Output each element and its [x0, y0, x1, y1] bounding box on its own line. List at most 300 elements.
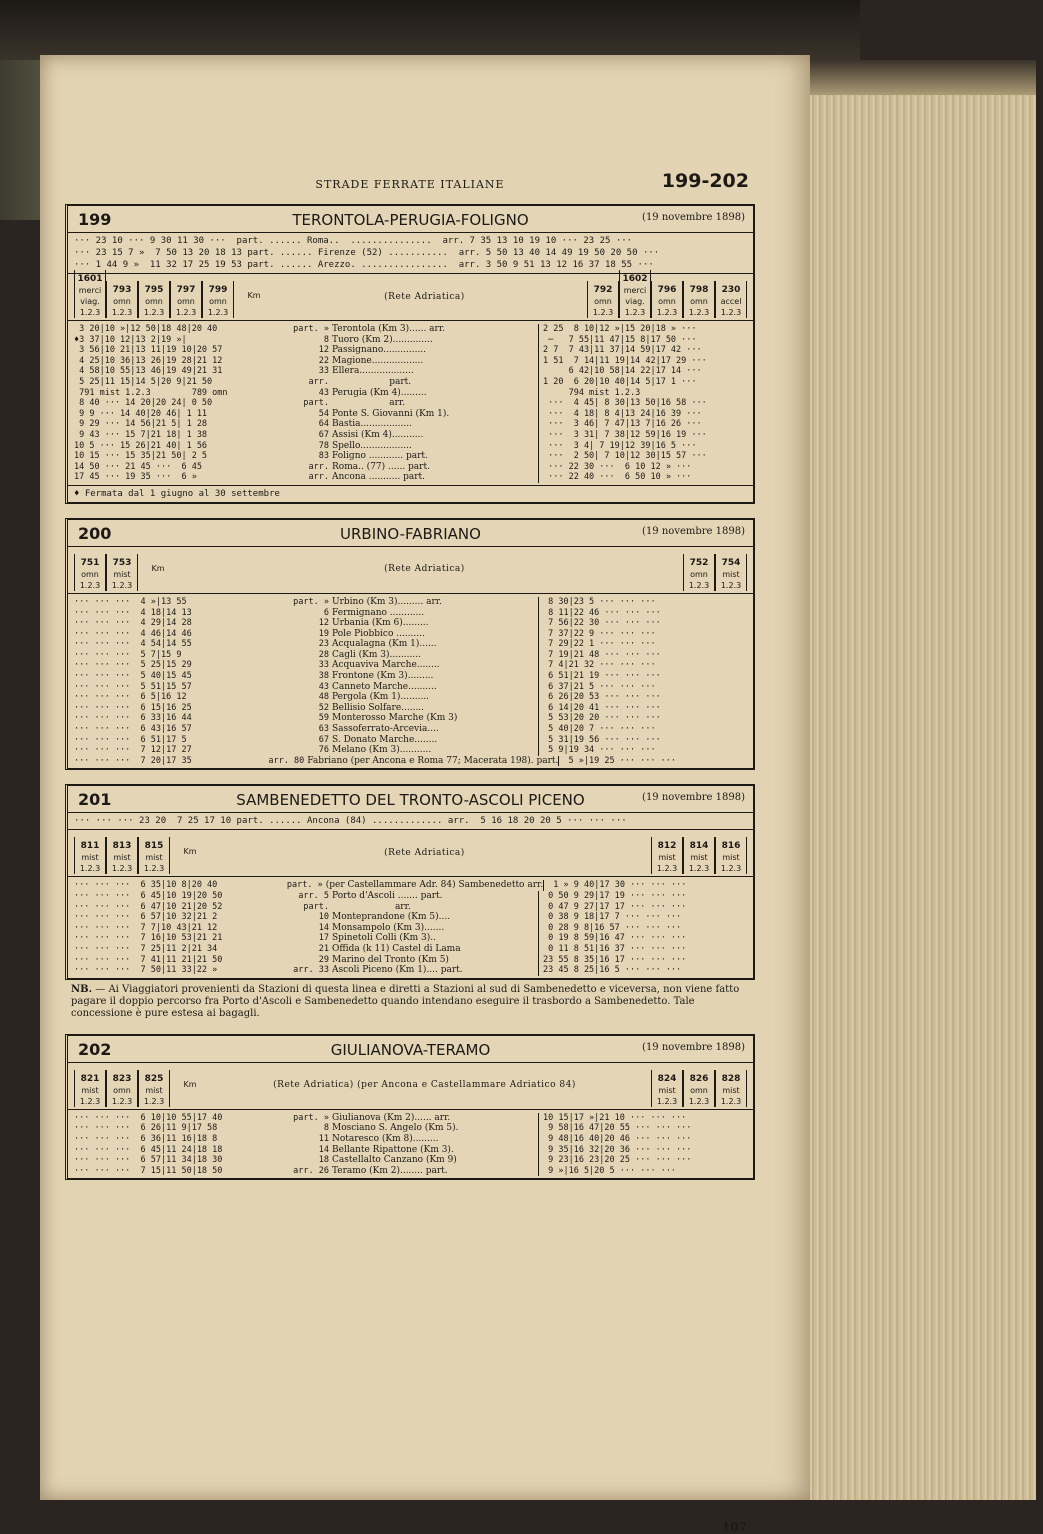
station-rows: [68, 1110, 753, 1179]
station-row: [68, 944, 753, 955]
outbound-times: ··· ··· ··· 4 29|14 28: [74, 618, 192, 629]
return-times: 9 23|16 23|20 25 ··· ··· ···: [538, 1155, 753, 1166]
distance-header: Km: [183, 1079, 197, 1089]
distance: arr.: [308, 376, 329, 387]
train-column: [74, 270, 106, 318]
return-times: 6 14|20 41 ··· ··· ···: [538, 703, 753, 714]
return-times: 8 11|22 46 ··· ··· ···: [538, 608, 753, 619]
section-202: [65, 1034, 755, 1181]
network-label: (Rete Adriatica): [384, 291, 465, 302]
train-column: [170, 281, 202, 318]
train-class: mist 1.2.3: [79, 1085, 101, 1106]
station-row: [68, 388, 753, 399]
distance: 78: [318, 440, 329, 451]
return-times: 9 58|16 47|20 55 ··· ··· ···: [538, 1123, 753, 1134]
train-class: mist 1.2.3: [656, 853, 678, 874]
train-number: 798: [689, 285, 709, 295]
train-column: [202, 281, 234, 318]
station-row: [68, 880, 753, 891]
distance: 43: [318, 387, 329, 398]
station-name: Notaresco (Km 8).........: [332, 1133, 439, 1144]
station-row: [68, 451, 753, 462]
train-class: mist 1.2.3: [720, 1085, 742, 1106]
train-number: 815: [144, 841, 164, 852]
train-class: merci viag. 1.2.3: [78, 286, 102, 317]
side-note: ♦ Fermata dal 1 giugno al 30 settembre: [68, 485, 753, 502]
outbound-times: ··· ··· ··· 6 15|16 25: [74, 702, 192, 713]
distance: 6: [323, 607, 329, 618]
distance: 18: [318, 1155, 329, 1166]
station-row: [68, 735, 753, 746]
outbound-times: ··· ··· ··· 7 25|11 2|21 34: [74, 943, 218, 954]
station-name: Assisi (Km 4)...........: [332, 429, 424, 440]
distance: arr. 33: [293, 965, 329, 976]
outbound-times: ··· ··· ··· 7 12|17 27: [74, 745, 192, 756]
distance: 38: [318, 671, 329, 682]
station-name: Terontola (Km 3)...... arr.: [332, 324, 446, 334]
train-column: [683, 554, 715, 591]
distance: part. »: [293, 596, 329, 607]
train-number: 828: [721, 1073, 741, 1084]
outbound-times: 3 20|10 »|12 50|18 48|20 40: [74, 324, 218, 334]
connection-rows: ··· 23 10 ··· 9 30 11 30 ··· part. ...... Roma.. ............... arr. 7 35 13 10 19 10 ··· 23 25 ··· ··· 23 15 7 » 7 50 13 20 18 13 part. ...... Firenze (52) ........... arr. 5 50 13 40 14 49 19 50 20 50 ··· ··· 1 44 9 » 11 32 17 25 19 53 part. ...... Arezzo. ................ arr. 3 50 9 51 13 12 16 37 18 55 ···: [68, 233, 753, 274]
return-times: 5 »|19 25 ··· ··· ···: [558, 756, 753, 767]
outbound-times: ··· ··· ··· 6 26|11 9|17 58: [74, 1123, 218, 1134]
return-times: ··· 2 50| 7 10|12 30|15 57 ···: [538, 451, 753, 462]
train-class: mist 1.2.3: [79, 853, 101, 874]
return-times: 9 35|16 32|20 36 ··· ··· ···: [538, 1145, 753, 1156]
return-times: 0 28 9 8|16 57 ··· ··· ···: [538, 923, 753, 934]
station-row: [68, 912, 753, 923]
station-name: arr.: [332, 398, 406, 409]
distance-header: Km: [247, 291, 261, 300]
return-times: 5 53|20 20 ··· ··· ···: [538, 713, 753, 724]
station-name: Acqualagna (Km 1)......: [332, 639, 437, 650]
right-trains: [677, 547, 753, 593]
station-row: [68, 713, 753, 724]
train-class: omn 1.2.3: [143, 297, 165, 317]
station-name: Canneto Marche..........: [332, 681, 437, 692]
network-label: (Rete Adriatica) (per Ancona e Castellammare Adriatico 84): [273, 1080, 576, 1091]
station-row: [68, 597, 753, 608]
return-times: 5 31|19 56 ··· ··· ···: [538, 735, 753, 746]
return-times: ··· 22 30 ··· 6 10 12 » ···: [538, 462, 753, 473]
section-title-bar: [68, 206, 753, 233]
train-class: omn 1.2.3: [688, 569, 710, 590]
train-number: 813: [112, 841, 132, 852]
outbound-times: ··· ··· ··· 7 16|10 53|21 21: [74, 933, 223, 944]
station-name: Pergola (Km 1)..........: [332, 692, 430, 703]
train-number: 812: [657, 841, 677, 852]
outbound-times: 14 50 ··· 21 45 ··· 6 45: [74, 461, 202, 472]
outbound-times: ··· ··· ··· 7 50|11 33|22 »: [74, 965, 218, 976]
outbound-times: ··· ··· ··· 7 20|17 35: [74, 755, 192, 766]
train-class: omn 1.2.3: [175, 297, 197, 317]
train-class: mist 1.2.3: [111, 853, 133, 874]
station-row: [68, 682, 753, 693]
station-row: [68, 618, 753, 629]
station-rows: [68, 877, 753, 977]
outbound-times: 10 15 ··· 15 35|21 50| 2 5: [74, 451, 208, 462]
station-row: [68, 1134, 753, 1145]
section-title-bar: [68, 1036, 753, 1063]
station-name: Bellisio Solfare........: [332, 702, 425, 713]
outbound-times: ··· ··· ··· 6 47|10 21|20 52: [74, 901, 223, 912]
distance: 63: [318, 724, 329, 735]
distance: arr.: [308, 461, 329, 472]
train-column: [587, 281, 619, 318]
distance: 8: [323, 334, 329, 345]
station-row: [68, 933, 753, 944]
distance: 14: [318, 1144, 329, 1155]
station-name: Frontone (Km 3).........: [332, 671, 434, 682]
outbound-times: ♦3 37|10 12|13 2|19 »|: [74, 334, 187, 345]
section-date: (19 novembre 1898): [642, 212, 745, 223]
train-column: [715, 554, 747, 591]
train-class: mist 1.2.3: [720, 853, 742, 874]
train-column: [106, 837, 138, 874]
station-row: [68, 430, 753, 441]
distance: 64: [318, 419, 329, 430]
station-name: Marino del Tronto (Km 5): [332, 954, 449, 965]
station-rows: [68, 321, 753, 485]
station-name: Bellante Ripattone (Km 3).: [332, 1144, 454, 1155]
train-class: accel 1.2.3: [720, 297, 742, 317]
train-class: mist 1.2.3: [688, 853, 710, 874]
nota-bene: [65, 984, 755, 1020]
train-column: [74, 837, 106, 874]
outbound-times: ··· ··· ··· 4 18|14 13: [74, 607, 192, 618]
return-times: 0 19 8 59|16 47 ··· ··· ···: [538, 933, 753, 944]
train-class: omn 1.2.3: [111, 297, 133, 317]
station-row: [68, 724, 753, 735]
distance: 8: [323, 1123, 329, 1134]
distance: 10: [318, 912, 329, 923]
section-title: TERONTOLA-PERUGIA-FOLIGNO: [292, 211, 529, 229]
section-title: SAMBENEDETTO DEL TRONTO-ASCOLI PICENO: [236, 791, 585, 810]
outbound-times: ··· ··· ··· 4 46|14 46: [74, 628, 192, 639]
section-date: (19 novembre 1898): [642, 1041, 745, 1053]
train-number: 797: [176, 285, 196, 295]
right-trains: [581, 274, 753, 320]
station-row: [68, 472, 753, 483]
outbound-times: ··· ··· ··· 5 40|15 45: [74, 671, 192, 682]
train-class: mist 1.2.3: [656, 1085, 678, 1106]
outbound-times: 791 mist 1.2.3 789 omn: [74, 387, 228, 398]
train-column: [106, 1070, 138, 1107]
station-row: [68, 902, 753, 913]
train-number: 816: [721, 841, 741, 852]
station-row: [68, 629, 753, 640]
return-times: 7 4|21 32 ··· ··· ···: [538, 660, 753, 671]
return-times: 8 30|23 5 ··· ··· ···: [538, 597, 753, 608]
network-label: (Rete Adriatica): [384, 564, 465, 575]
train-number: 753: [112, 557, 132, 568]
station-row: [68, 923, 753, 934]
station-name: Giulianova (Km 2)...... arr.: [332, 1112, 451, 1123]
train-column: [683, 1070, 715, 1107]
station-name: Monsampolo (Km 3).......: [332, 922, 445, 933]
outbound-times: ··· ··· ··· 6 36|11 16|18 8: [74, 1133, 218, 1144]
train-column: [683, 837, 715, 874]
train-column: [651, 837, 683, 874]
train-number: 792: [593, 285, 613, 295]
right-trains: [645, 1063, 753, 1109]
station-row: [68, 366, 753, 377]
train-number: 824: [657, 1073, 677, 1084]
station-name: Acquaviva Marche........: [332, 660, 440, 671]
train-column: [74, 1070, 106, 1107]
return-times: 9 48|16 40|20 46 ··· ··· ···: [538, 1134, 753, 1145]
train-header: [68, 1063, 753, 1110]
train-number: 811: [80, 841, 100, 852]
left-trains: [68, 1063, 176, 1109]
distance-header: Km: [183, 847, 197, 857]
return-times: 0 47 9 27|17 17 ··· ··· ···: [538, 902, 753, 913]
distance: 21: [318, 943, 329, 954]
distance: 11: [318, 1133, 329, 1144]
distance: 19: [318, 628, 329, 639]
right-trains: [645, 830, 753, 876]
train-column: [138, 1070, 170, 1107]
section-number: 200: [78, 523, 112, 543]
return-times: 7 37|22 9 ··· ··· ···: [538, 629, 753, 640]
station-row: [68, 1123, 753, 1134]
distance: arr. 26: [293, 1165, 329, 1176]
train-class: mist 1.2.3: [143, 853, 165, 874]
station-name: Urbania (Km 6).........: [332, 618, 429, 629]
station-row: [68, 1155, 753, 1166]
station-rows: [68, 594, 753, 769]
station-name: Fabriano (per Ancona e Roma 77; Macerata 198). part.: [307, 755, 559, 766]
station-name: Offida (k 11) Castel di Lama: [332, 943, 461, 954]
section-title: GIULIANOVA-TERAMO: [330, 1040, 491, 1059]
train-class: mist 1.2.3: [143, 1085, 165, 1106]
distance: arr. 80: [268, 755, 305, 766]
section-title-bar: [68, 786, 753, 813]
outbound-times: ··· ··· ··· 6 57|11 34|18 30: [74, 1155, 223, 1166]
train-class: omn 1.2.3: [688, 297, 710, 317]
return-times: ··· 4 45| 8 30|13 50|16 58 ···: [538, 398, 753, 409]
return-times: 7 29|22 1 ··· ··· ···: [538, 639, 753, 650]
section-date: (19 novembre 1898): [642, 792, 745, 804]
section-201: [65, 784, 755, 979]
station-name: Roma.. (77) ...... part.: [332, 461, 430, 472]
train-class: omn 1.2.3: [79, 569, 101, 590]
station-name: Monterosso Marche (Km 3): [332, 713, 458, 724]
train-column: [74, 554, 106, 591]
station-name: Spinetoli Colli (Km 3)..: [332, 933, 436, 944]
station-row: [68, 671, 753, 682]
distance: part. »: [293, 324, 329, 334]
outbound-times: ··· ··· ··· 5 25|15 29: [74, 660, 192, 671]
return-times: 23 45 8 25|16 5 ··· ··· ···: [538, 965, 753, 976]
outbound-times: ··· ··· ··· 7 7|10 43|21 12: [74, 922, 218, 933]
station-name: Castellalto Canzano (Km 9): [332, 1155, 457, 1166]
distance: 48: [318, 692, 329, 703]
train-number: 795: [144, 285, 164, 295]
outbound-times: 9 29 ··· 14 56|21 5| 1 28: [74, 419, 208, 430]
return-times: 10 15|17 »|21 10 ··· ··· ···: [538, 1113, 753, 1124]
return-times: 5 40|20 7 ··· ··· ···: [538, 724, 753, 735]
distance: 12: [318, 345, 329, 356]
station-row: [68, 345, 753, 356]
station-name: Perugia (Km 4).........: [332, 387, 427, 398]
book-top-edge: [0, 0, 860, 60]
station-name: Ponte S. Giovanni (Km 1).: [332, 408, 450, 419]
station-row: [68, 639, 753, 650]
distance: 67: [318, 734, 329, 745]
network-label: (Rete Adriatica): [384, 847, 465, 858]
train-column: [106, 554, 138, 591]
distance: 33: [318, 660, 329, 671]
train-class: omn 1.2.3: [592, 297, 614, 317]
station-name: S. Donato Marche........: [332, 734, 438, 745]
station-row: [68, 335, 753, 346]
train-number: 1601: [77, 274, 103, 284]
station-name: Pole Piobbico ..........: [332, 628, 425, 639]
timetable-sheet: [65, 170, 755, 1534]
distance: 83: [318, 451, 329, 462]
return-times: 6 42|10 58|14 22|17 14 ···: [538, 366, 753, 377]
page-number: 107: [721, 1520, 747, 1534]
return-times: 1 20 6 20|10 40|14 5|17 1 ···: [538, 377, 753, 388]
return-times: 7 56|22 30 ··· ··· ···: [538, 618, 753, 629]
station-name: Ancona ........... part.: [332, 472, 426, 483]
distance: 12: [318, 618, 329, 629]
section-number: 201: [78, 790, 112, 810]
distance: part.: [303, 398, 329, 409]
train-class: omn 1.2.3: [688, 1085, 710, 1106]
distance: part.: [303, 901, 329, 912]
outbound-times: ··· ··· ··· 7 41|11 21|21 50: [74, 954, 223, 965]
return-times: 6 37|21 5 ··· ··· ···: [538, 682, 753, 693]
station-row: [68, 756, 753, 767]
return-times: 0 50 9 29|17 19 ··· ··· ···: [538, 891, 753, 902]
distance-header: Km: [151, 563, 165, 573]
station-name: Porto d'Ascoli ....... part.: [332, 891, 443, 901]
train-header: [68, 830, 753, 877]
outbound-times: ··· ··· ··· 4 54|14 55: [74, 639, 192, 650]
distance: 59: [318, 713, 329, 724]
page-header: [65, 170, 755, 204]
outbound-times: ··· ··· ··· 6 57|10 32|21 2: [74, 912, 218, 923]
station-row: [68, 324, 753, 335]
page-range: 199-202: [661, 170, 749, 192]
distance: part. »: [293, 1112, 329, 1123]
station-row: [68, 745, 753, 756]
outbound-times: ··· ··· ··· 6 45|10 19|20 50: [74, 891, 223, 901]
section-title: URBINO-FABRIANO: [340, 524, 481, 543]
outbound-times: ··· ··· ··· 6 45|11 24|18 18: [74, 1144, 223, 1155]
train-header: [68, 274, 753, 321]
station-name: Bastia..................: [332, 419, 412, 430]
station-row: [68, 703, 753, 714]
station-name: part.: [332, 376, 412, 387]
return-times: 2 7 7 43|11 37|14 59|17 42 ···: [538, 345, 753, 356]
return-times: 7 19|21 48 ··· ··· ···: [538, 650, 753, 661]
station-row: [68, 409, 753, 420]
train-number: 799: [208, 285, 228, 295]
station-row: [68, 650, 753, 661]
train-column: [715, 1070, 747, 1107]
train-class: mist 1.2.3: [720, 569, 742, 590]
outbound-times: ··· ··· ··· 7 15|11 50|18 50: [74, 1165, 223, 1176]
return-times: 0 11 8 51|16 37 ··· ··· ···: [538, 944, 753, 955]
train-class: omn 1.2.3: [207, 297, 229, 317]
station-name: Melano (Km 3)...........: [332, 745, 432, 756]
station-name: Mosciano S. Angelo (Km 5).: [332, 1123, 459, 1134]
station-row: [68, 965, 753, 976]
train-number: 751: [80, 557, 100, 568]
section-date: (19 novembre 1898): [642, 525, 745, 537]
running-title: STRADE FERRATE ITALIANE: [315, 178, 505, 191]
train-class: merci viag. 1.2.3: [623, 286, 647, 317]
outbound-times: 3 56|10 21|13 11|19 10|20 57: [74, 345, 223, 356]
train-column: [715, 837, 747, 874]
outbound-times: 9 43 ··· 15 7|21 18| 1 38: [74, 429, 208, 440]
train-number: 826: [689, 1073, 709, 1084]
return-times: 9 »|16 5|20 5 ··· ··· ···: [538, 1166, 753, 1177]
outbound-times: 10 5 ··· 15 26|21 40| 1 56: [74, 440, 208, 451]
train-column: [138, 837, 170, 874]
outbound-times: ··· ··· ··· 6 35|10 8|20 40: [74, 880, 218, 891]
station-row: [68, 955, 753, 966]
distance: 76: [318, 745, 329, 756]
train-column: [651, 1070, 683, 1107]
station-name: Foligno ............ part.: [332, 451, 428, 462]
section-title-bar: [68, 520, 753, 547]
station-name: Sassoferrato-Arcevia....: [332, 724, 439, 735]
train-number: 793: [112, 285, 132, 295]
return-times: 1 51 7 14|11 19|14 42|17 29 ···: [538, 356, 753, 367]
return-times: 794 mist 1.2.3: [538, 388, 753, 399]
outbound-times: ··· ··· ··· 5 51|15 57: [74, 681, 192, 692]
station-name: (per Castellammare Adr. 84) Sambenedetto arr.: [325, 880, 544, 891]
return-times: ─ 7 55|11 47|15 8|17 50 ···: [538, 335, 753, 346]
connection-rows: ··· ··· ··· 23 20 7 25 17 10 part. ...... Ancona (84) ............. arr. 5 16 18 20 20 5 ··· ··· ···: [68, 813, 753, 830]
left-trains: [68, 830, 176, 876]
return-times: 23 55 8 35|16 17 ··· ··· ···: [538, 955, 753, 966]
outbound-times: ··· ··· ··· 6 33|16 44: [74, 713, 192, 724]
page-stack-top: [808, 60, 1036, 100]
distance: 33: [318, 366, 329, 377]
train-number: 825: [144, 1073, 164, 1084]
return-times: ··· 22 40 ··· 6 50 10 » ···: [538, 472, 753, 483]
left-trains: [68, 547, 144, 593]
return-times: 0 38 9 18|17 7 ··· ··· ···: [538, 912, 753, 923]
distance: 43: [318, 681, 329, 692]
left-trains: [68, 274, 240, 320]
train-number: 1602: [622, 274, 648, 284]
train-column: [715, 281, 747, 318]
station-row: [68, 891, 753, 902]
distance: 14: [318, 922, 329, 933]
outbound-times: 9 9 ··· 14 40|20 46| 1 11: [74, 408, 208, 419]
station-name: Ellera...................: [332, 366, 414, 377]
distance: 29: [318, 954, 329, 965]
outbound-times: ··· ··· ··· 4 »|13 55: [74, 596, 187, 607]
return-times: ··· 3 31| 7 38|12 59|16 19 ···: [538, 430, 753, 441]
section-number: 199: [78, 210, 112, 229]
station-row: [68, 419, 753, 430]
train-class: mist 1.2.3: [111, 569, 133, 590]
distance: 67: [318, 429, 329, 440]
distance: 17: [318, 933, 329, 944]
train-column: [106, 281, 138, 318]
distance: 28: [318, 649, 329, 660]
return-times: 2 25 8 10|12 »|15 20|18 » ···: [538, 324, 753, 335]
